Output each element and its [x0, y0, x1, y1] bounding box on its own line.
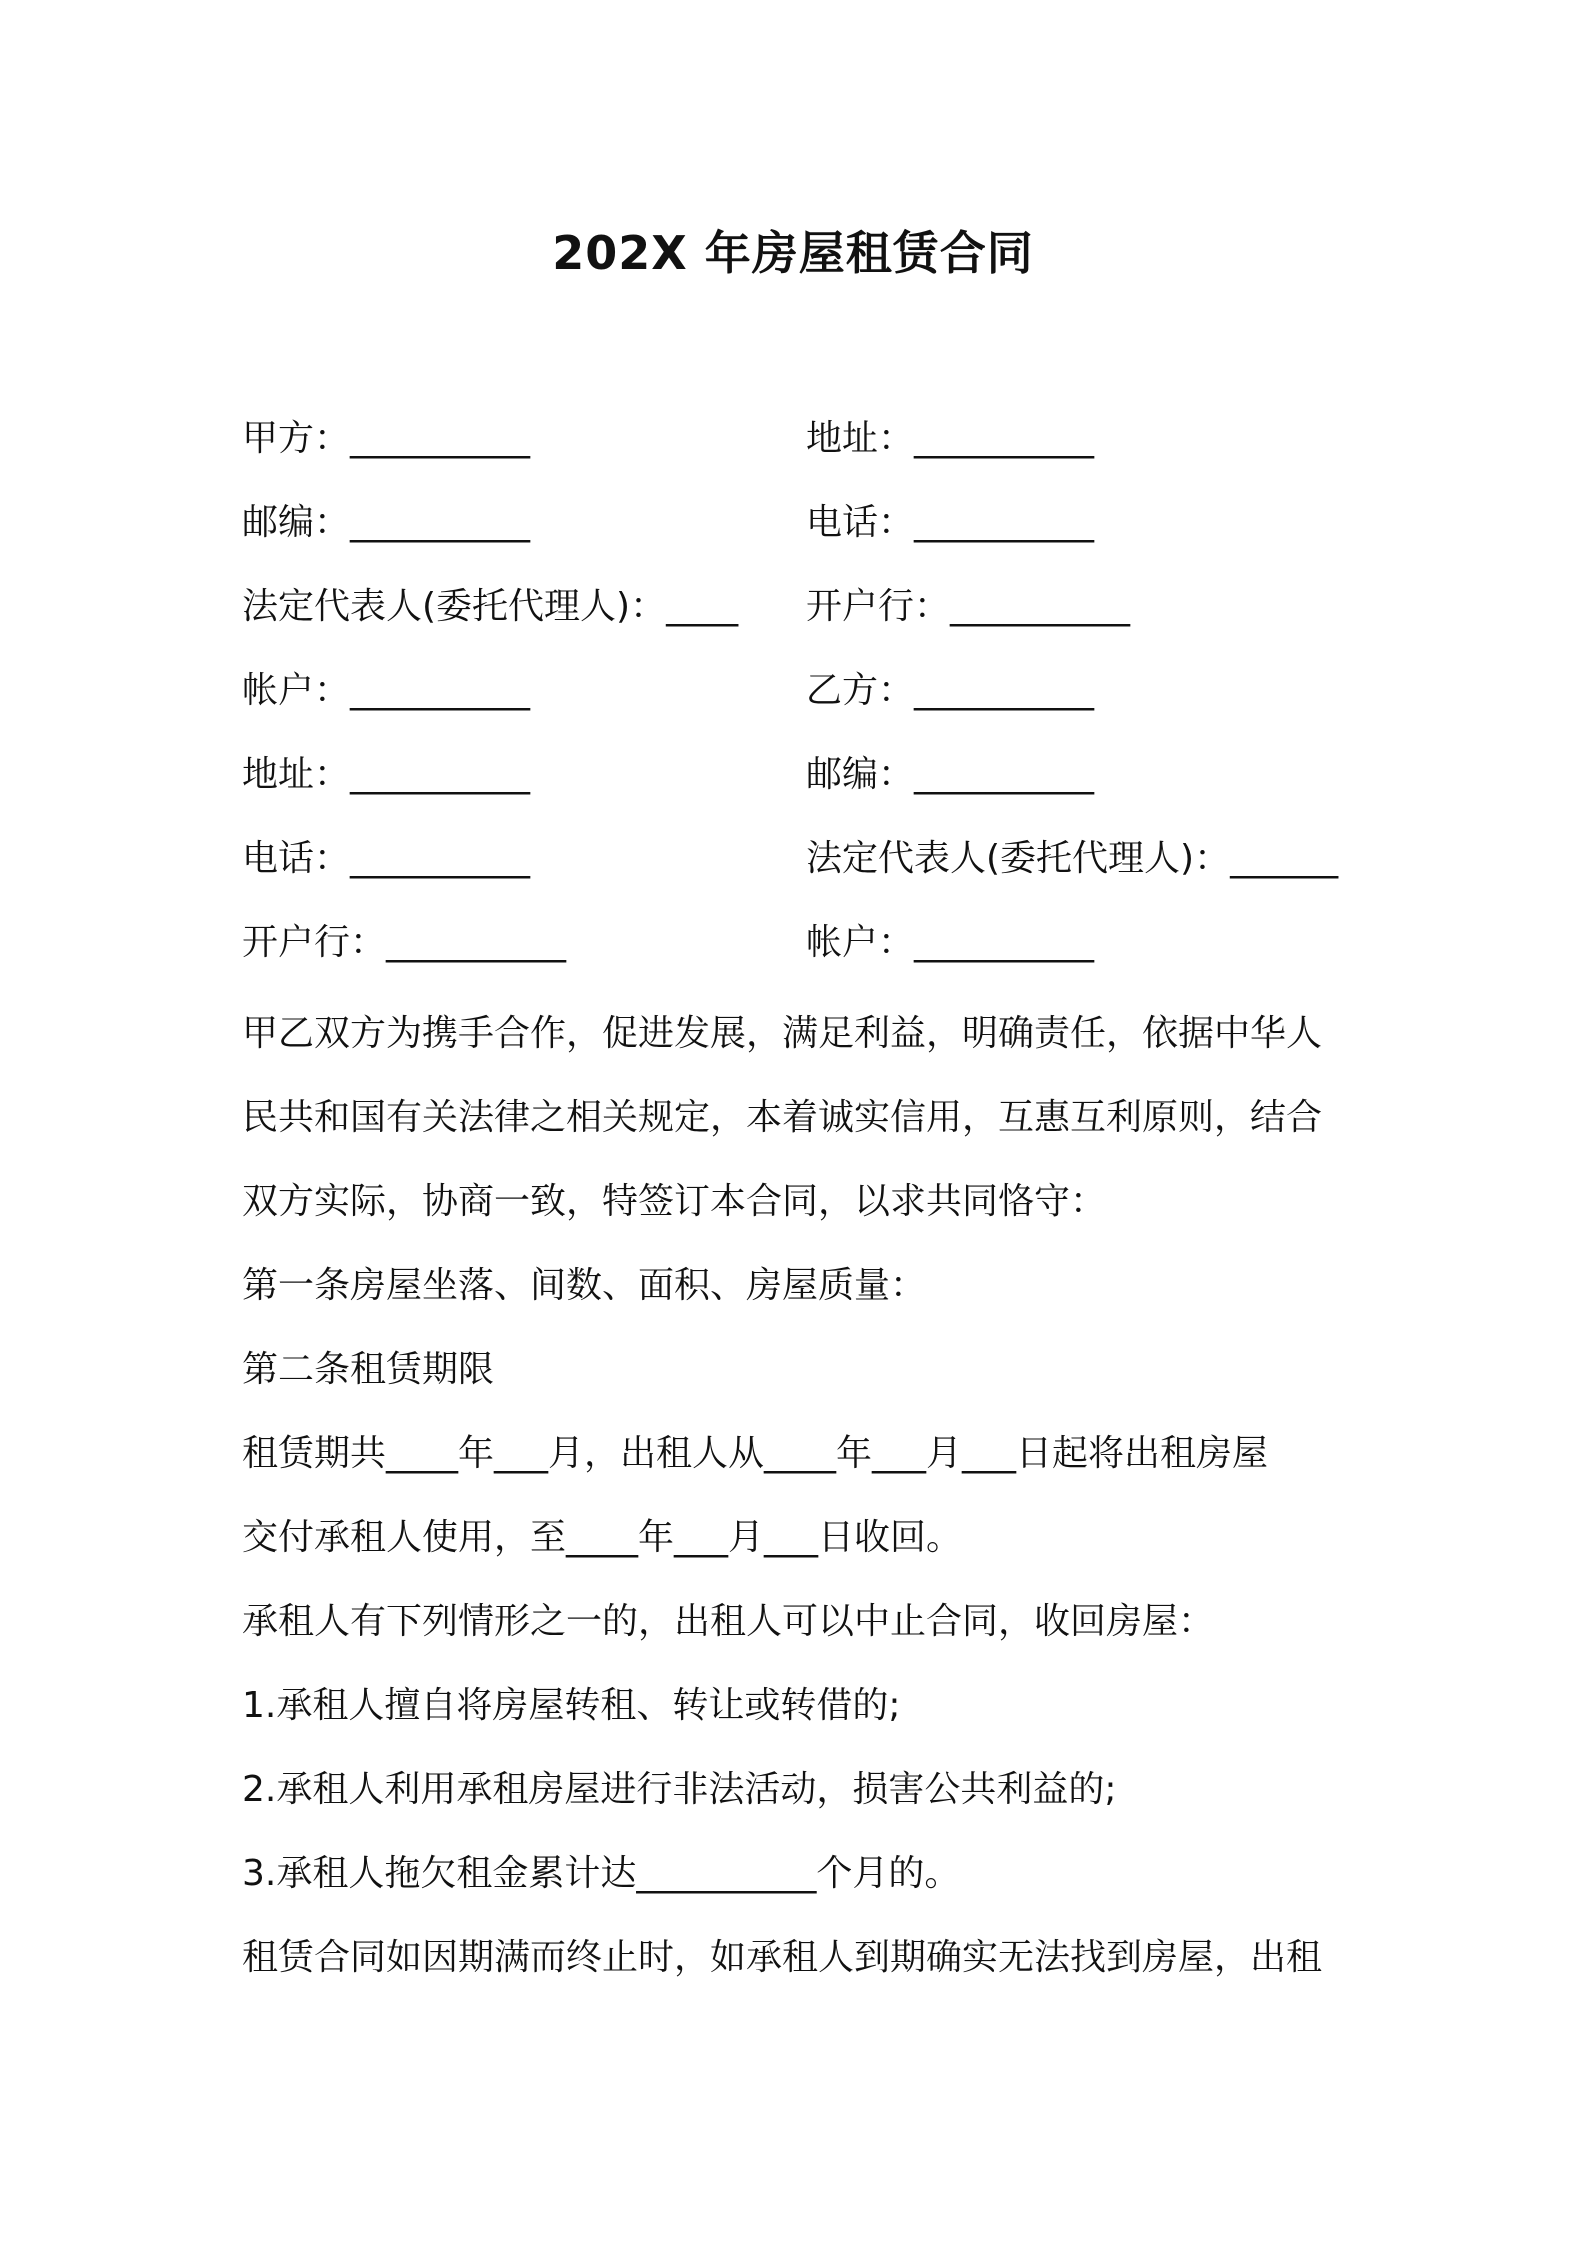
party-row — [242, 404, 1392, 488]
article-heading: 第一条房屋坐落、间数、面积、房屋质量： — [242, 1265, 927, 1306]
body-paragraph: 租赁期共____年___月，出租人从____年___月___日起将出租房屋 — [242, 1433, 1269, 1474]
party-field-account: 帐户：__________ — [806, 922, 1095, 963]
party-row — [242, 656, 1392, 740]
party-field-legal-rep: 法定代表人(委托代理人)：____ — [242, 586, 739, 627]
party-row — [242, 572, 1392, 656]
body-paragraph: 双方实际，协商一致，特签订本合同，以求共同恪守： — [242, 1181, 1107, 1222]
party-field-legal-rep: 法定代表人(委托代理人)：______ — [806, 838, 1339, 879]
document-title: 202X 年房屋租赁合同 — [552, 226, 1034, 280]
contract-body — [242, 992, 1362, 2000]
party-field-phone: 电话：__________ — [806, 502, 1095, 543]
body-paragraph: 承租人有下列情形之一的，出租人可以中止合同，收回房屋： — [242, 1601, 1215, 1642]
list-item: 2.承租人利用承租房屋进行非法活动，损害公共利益的; — [242, 1769, 1117, 1810]
list-item: 1.承租人擅自将房屋转租、转让或转借的; — [242, 1685, 901, 1726]
party-row — [242, 740, 1392, 824]
body-paragraph: 民共和国有关法律之相关规定，本着诚实信用，互惠互利原则，结合 — [242, 1097, 1323, 1138]
party-field-postcode: 邮编：__________ — [242, 502, 531, 543]
party-row — [242, 488, 1392, 572]
party-field-account: 帐户：__________ — [242, 670, 531, 711]
body-paragraph: 交付承租人使用，至____年___月___日收回。 — [242, 1517, 963, 1558]
party-field-party-a: 甲方：__________ — [242, 418, 531, 459]
party-row — [242, 824, 1392, 908]
article-heading: 第二条租赁期限 — [242, 1349, 495, 1390]
party-field-party-b: 乙方：__________ — [806, 670, 1095, 711]
party-field-address: 地址：__________ — [242, 754, 531, 795]
party-field-postcode: 邮编：__________ — [806, 754, 1095, 795]
body-paragraph: 租赁合同如因期满而终止时，如承租人到期确实无法找到房屋，出租 — [242, 1937, 1323, 1978]
party-row — [242, 908, 1392, 992]
list-item: 3.承租人拖欠租金累计达__________个月的。 — [242, 1853, 961, 1894]
party-field-address: 地址：__________ — [806, 418, 1095, 459]
party-field-bank: 开户行：__________ — [806, 586, 1131, 627]
party-info-grid — [242, 404, 1392, 992]
party-field-bank: 开户行：__________ — [242, 922, 567, 963]
body-paragraph: 甲乙双方为携手合作，促进发展，满足利益，明确责任，依据中华人 — [242, 1013, 1323, 1054]
party-field-phone: 电话：__________ — [242, 838, 531, 879]
